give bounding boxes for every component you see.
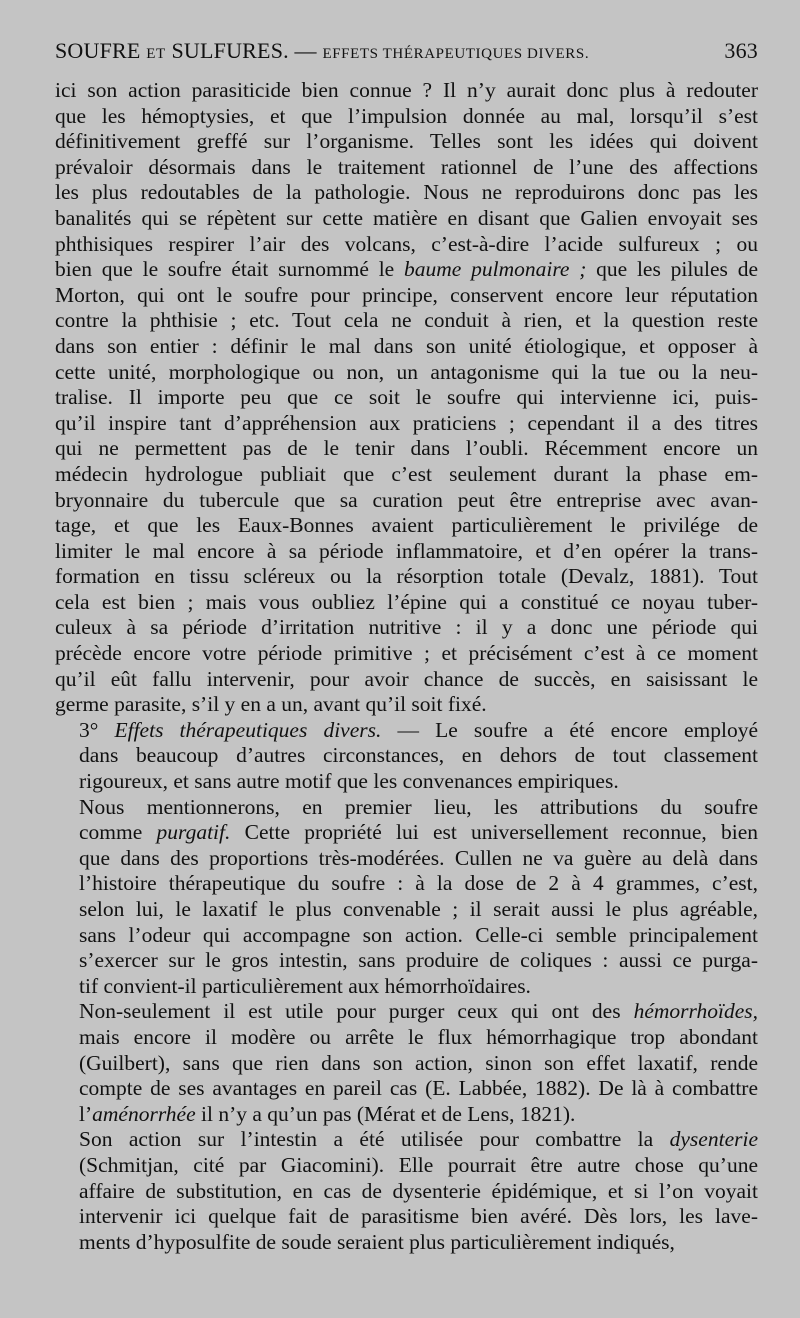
text-line: bryonnaire du tubercule que sa curation peut être entreprise avec avan- xyxy=(55,487,758,512)
text-line: affaire de substitution, en cas de dysenterie épidémique, et si l’on voyait xyxy=(79,1178,758,1203)
text-line: dans beaucoup d’autres circonstances, en dehors de tout classement xyxy=(79,743,758,768)
paragraph-2 xyxy=(55,718,758,795)
text-line: bien que le soufre était surnommé le baume pulmonaire ; que les pilules de xyxy=(55,257,758,282)
text-line: compte de ses avantages en pareil cas (E. Labbée, 1882). De là à combattre xyxy=(79,1076,758,1101)
text-line: selon lui, le laxatif le plus convenable ; il serait aussi le plus agréable, xyxy=(79,897,758,921)
running-header xyxy=(55,38,758,78)
text-line: Nous mentionnerons, en premier lieu, les attributions du soufre xyxy=(79,794,758,819)
text-line: médecin hydrologue publiait que c’est seulement durant la phase em- xyxy=(55,461,758,486)
text-line: précède encore votre période primitive ; et précisément c’est à ce moment xyxy=(55,641,758,666)
paragraph-1 xyxy=(55,78,758,718)
text-line: ments d’hyposulfite de soude seraient plus particulièrement indiqués, xyxy=(79,1229,675,1254)
text-line: (Schmitjan, cité par Giacomini). Elle pourrait être autre chose qu’une xyxy=(79,1152,758,1177)
text-line: s’exercer sur le gros intestin, sans produire de coliques : aussi ce purga- xyxy=(79,948,758,973)
section-title: EFFETS THÉRAPEUTIQUES DIVERS. xyxy=(322,46,590,62)
title-part2: SULFURES. xyxy=(165,38,289,63)
paragraph-4 xyxy=(55,999,758,1127)
text-line: qu’il eût fallu intervenir, pour avoir chance de succès, en saisissant le xyxy=(55,666,758,691)
text-line: tralise. Il importe peu que ce soit le soufre qui intervienne ici, puis- xyxy=(55,385,758,410)
text-line: (Guilbert), sans que rien dans son action, sinon son effet laxatif, rende xyxy=(79,1050,758,1075)
title-dash: — xyxy=(288,38,323,63)
paragraph-5 xyxy=(55,1127,758,1255)
running-title xyxy=(55,38,589,64)
title-part1: SOUFRE xyxy=(55,38,147,63)
text-line: culeux à sa période d’irritation nutritive : il y a donc une période qui xyxy=(55,615,758,640)
text-line: phthisiques respirer l’air des volcans, c’est-à-dire l’acide sulfureux ; ou xyxy=(55,231,758,256)
text-line: qui ne permettent pas de le tenir dans l’oubli. Récemment encore un xyxy=(55,436,758,461)
text-line: banalités qui se répètent sur cette matière en disant que Galien envoyait ses xyxy=(55,205,758,230)
text-line: dans son entier : définir le mal dans son unité étiologique, et opposer à xyxy=(55,333,758,358)
text-line: que dans des proportions très-modérées. Cullen ne va guère au delà dans xyxy=(79,845,758,870)
text-line: définitivement greffé sur l’organisme. Telles sont les idées qui doivent xyxy=(55,129,758,154)
text-line: Morton, qui ont le soufre pour principe, conservent encore leur réputation xyxy=(55,282,758,307)
body-text xyxy=(55,78,758,1255)
text-line: contre la phthisie ; etc. Tout cela ne conduit à rien, et la question reste xyxy=(55,308,758,333)
page-number: 363 xyxy=(724,38,758,63)
text-line: limiter le mal encore à sa période inflammatoire, et d’en opérer la trans- xyxy=(55,538,758,563)
text-line: les plus redoutables de la pathologie. Nous ne reproduirons donc pas les xyxy=(55,180,758,205)
text-line: qu’il inspire tant d’appréhension aux praticiens ; cependant il a des titres xyxy=(55,410,758,435)
text-line: formation en tissu scléreux ou la résorption totale (Devalz, 1881). Tout xyxy=(55,564,758,589)
title-et: ET xyxy=(146,46,166,62)
text-line: tif convient-il particulièrement aux hémorrhoïdaires. xyxy=(79,973,531,998)
text-line: germe parasite, s’il y en a un, avant qu’il soit fixé. xyxy=(55,692,487,717)
text-line: cette unité, morphologique ou non, un antagonisme qui la tue ou la neu- xyxy=(55,359,758,384)
text-line: mais encore il modère ou arrête le flux hémorrhagique trop abondant xyxy=(79,1024,758,1049)
text-line: intervenir ici quelque fait de parasitisme bien avéré. Dès lors, les lave- xyxy=(79,1204,758,1229)
text-line: ici son action parasiticide bien connue ? Il n’y aurait donc plus à redouter xyxy=(55,78,758,102)
text-line: cela est bien ; mais vous oubliez l’épine qui a constitué ce noyau tuber- xyxy=(55,589,758,614)
text-line: Son action sur l’intestin a été utilisée pour combattre la dysenterie xyxy=(79,1127,758,1152)
text-line: Non-seulement il est utile pour purger ceux qui ont des hémorrhoïdes, xyxy=(79,999,758,1024)
text-line: l’aménorrhée il n’y a qu’un pas (Mérat et de Lens, 1821). xyxy=(79,1101,576,1126)
text-line: 3° Effets thérapeutiques divers. — Le soufre a été encore employé xyxy=(79,717,758,742)
text-line: que les hémoptysies, et que l’impulsion donnée au mal, lorsqu’il s’est xyxy=(55,103,758,128)
text-line: l’histoire thérapeutique du soufre : à la dose de 2 à 4 grammes, c’est, xyxy=(79,871,758,896)
text-line: rigoureux, et sans autre motif que les convenances empiriques. xyxy=(79,769,619,794)
text-line: comme purgatif. Cette propriété lui est universellement reconnue, bien xyxy=(79,820,758,845)
paragraph-3 xyxy=(55,795,758,1000)
text-line: tage, et que les Eaux-Bonnes avaient particulièrement le privilége de xyxy=(55,513,758,538)
text-line: sans l’odeur qui accompagne son action. Celle-ci semble principalement xyxy=(79,922,758,947)
text-line: prévaloir désormais dans le traitement rationnel de l’une des affections xyxy=(55,154,758,179)
